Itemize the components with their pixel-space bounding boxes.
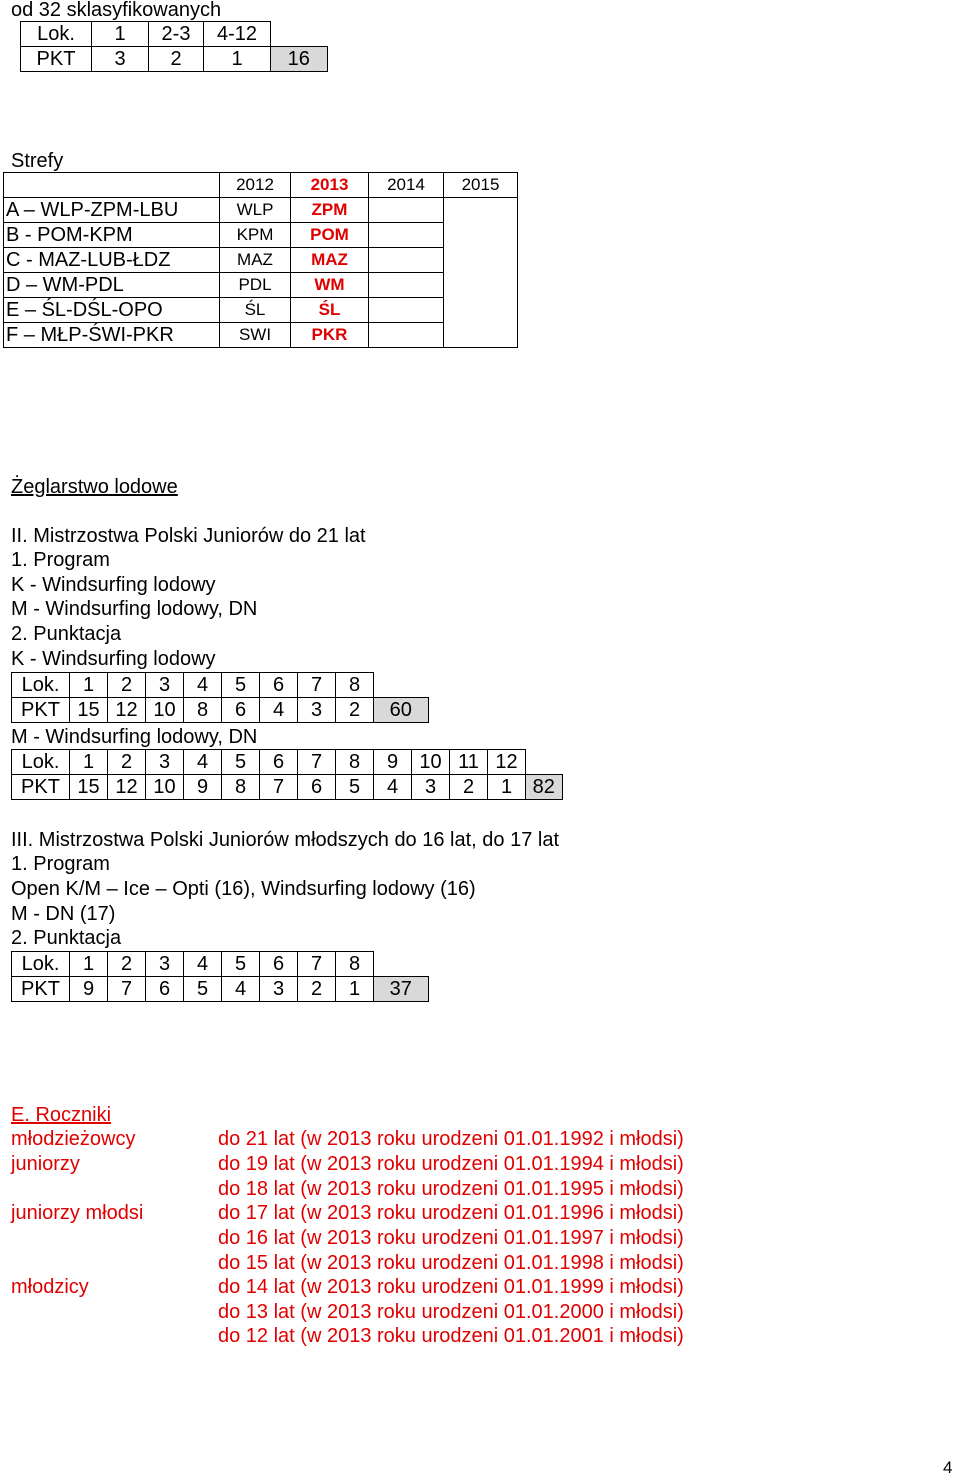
table-cell: 1 <box>70 673 108 698</box>
program-line: M - Windsurfing lodowy, DN <box>11 598 258 620</box>
table-cell: 4 <box>222 977 260 1002</box>
table-cell: PKT <box>12 977 70 1002</box>
age-group-text: do 12 lat (w 2013 roku urodzeni 01.01.2001 i młodsi) <box>218 1325 684 1347</box>
table-cell: 5 <box>222 673 260 698</box>
table-cell: 2 <box>336 698 374 723</box>
table-cell: 12 <box>488 750 526 775</box>
table-cell <box>444 273 518 298</box>
program-line: M - DN (17) <box>11 903 116 925</box>
table-cell: Lok. <box>21 22 92 47</box>
program-label: 1. Program <box>11 549 110 571</box>
table-cell <box>369 323 444 348</box>
table-row <box>21 22 328 47</box>
table-cell: 1 <box>488 775 526 800</box>
table-cell: 7 <box>108 977 146 1002</box>
table-cell: MAZ <box>220 248 291 273</box>
table-cell: 3 <box>146 673 184 698</box>
table-cell <box>369 248 444 273</box>
table-cell: 1 <box>70 750 108 775</box>
table-cell-total: 60 <box>374 698 429 723</box>
scoring-label: 2. Punktacja <box>11 623 122 645</box>
table-cell <box>4 173 220 198</box>
table-cell: 2 <box>298 977 336 1002</box>
table-cell: ŚL <box>291 298 369 323</box>
table-cell: 2 <box>149 47 204 72</box>
age-group-text: do 17 lat (w 2013 roku urodzeni 01.01.1996 i młodsi) <box>218 1202 684 1224</box>
table-cell: WLP <box>220 198 291 223</box>
table-cell <box>369 298 444 323</box>
table-row <box>4 173 518 198</box>
table-cell <box>526 750 563 775</box>
year-header: 2015 <box>444 173 518 198</box>
table-row <box>4 323 518 348</box>
table-cell <box>444 223 518 248</box>
table-cell: 9 <box>374 750 412 775</box>
age-group-text: do 16 lat (w 2013 roku urodzeni 01.01.1997 i młodsi) <box>218 1227 684 1249</box>
zone-label: D – WM-PDL <box>4 273 220 298</box>
program-label: 1. Program <box>11 853 110 875</box>
table-cell: 1 <box>70 952 108 977</box>
table-cell <box>444 298 518 323</box>
table-row <box>12 775 563 800</box>
table-cell: 2 <box>108 952 146 977</box>
table-cell: 2-3 <box>149 22 204 47</box>
scoring-table-k <box>11 672 429 723</box>
table-cell: 4 <box>260 698 298 723</box>
table-cell <box>369 223 444 248</box>
table-row <box>12 698 429 723</box>
table-cell <box>444 323 518 348</box>
table-cell <box>369 198 444 223</box>
table-cell: 6 <box>222 698 260 723</box>
age-group-text: do 21 lat (w 2013 roku urodzeni 01.01.1992 i młodsi) <box>218 1128 684 1150</box>
table-cell: 10 <box>146 775 184 800</box>
table-cell: 3 <box>146 952 184 977</box>
table-cell: POM <box>291 223 369 248</box>
zones-heading: Strefy <box>11 150 64 172</box>
table-cell: 11 <box>450 750 488 775</box>
table-cell: 5 <box>184 977 222 1002</box>
program-line: Open K/M – Ice – Opti (16), Windsurfing lodowy (16) <box>11 878 476 900</box>
table-cell: 8 <box>184 698 222 723</box>
table-cell: Lok. <box>12 952 70 977</box>
table-cell: 10 <box>412 750 450 775</box>
table-cell: 6 <box>260 673 298 698</box>
table-cell: 12 <box>108 775 146 800</box>
table-cell: 7 <box>298 750 336 775</box>
table-cell: 7 <box>298 673 336 698</box>
table-cell: SWI <box>220 323 291 348</box>
table-row <box>4 223 518 248</box>
table-cell: 3 <box>298 698 336 723</box>
table-cell: 3 <box>92 47 149 72</box>
table-cell: 6 <box>298 775 336 800</box>
year-header: 2014 <box>369 173 444 198</box>
table-cell: 6 <box>260 952 298 977</box>
table-cell <box>374 673 429 698</box>
table-cell: Lok. <box>12 750 70 775</box>
table-cell-total: 82 <box>526 775 563 800</box>
top-points-table <box>20 21 328 72</box>
table-cell: 8 <box>336 952 374 977</box>
table-cell: 3 <box>260 977 298 1002</box>
zones-table <box>3 172 518 348</box>
table-cell: 1 <box>92 22 149 47</box>
table-cell: 9 <box>184 775 222 800</box>
table-cell: 1 <box>204 47 271 72</box>
zone-label: B - POM-KPM <box>4 223 220 248</box>
table-row <box>4 273 518 298</box>
table-cell: WM <box>291 273 369 298</box>
zone-label: F – MŁP-ŚWI-PKR <box>4 323 220 348</box>
year-header: 2012 <box>220 173 291 198</box>
table-cell <box>444 248 518 273</box>
table-cell-total: 16 <box>271 47 328 72</box>
table-row <box>12 952 429 977</box>
age-group-text: do 15 lat (w 2013 roku urodzeni 01.01.1998 i młodsi) <box>218 1252 684 1274</box>
table-cell <box>369 273 444 298</box>
category-label: M - Windsurfing lodowy, DN <box>11 726 258 748</box>
table-cell: PDL <box>220 273 291 298</box>
table-cell: 4 <box>184 952 222 977</box>
table-cell <box>374 952 429 977</box>
table-cell: 4 <box>374 775 412 800</box>
table-cell: 1 <box>336 977 374 1002</box>
table-cell: 8 <box>222 775 260 800</box>
table-row <box>12 673 429 698</box>
table-row <box>4 198 518 223</box>
age-group-text: do 14 lat (w 2013 roku urodzeni 01.01.1999 i młodsi) <box>218 1276 684 1298</box>
zone-label: C - MAZ-LUB-ŁDZ <box>4 248 220 273</box>
table-cell: 6 <box>146 977 184 1002</box>
table-cell: PKR <box>291 323 369 348</box>
program-line: K - Windsurfing lodowy <box>11 574 216 596</box>
age-group-text: do 18 lat (w 2013 roku urodzeni 01.01.1995 i młodsi) <box>218 1178 684 1200</box>
table-cell: 15 <box>70 698 108 723</box>
table-cell: 4-12 <box>204 22 271 47</box>
table-cell: ŚL <box>220 298 291 323</box>
intro-line: od 32 sklasyfikowanych <box>11 0 222 21</box>
table-cell: 5 <box>336 775 374 800</box>
table-cell: PKT <box>12 698 70 723</box>
section-title: Żeglarstwo lodowe <box>11 476 178 498</box>
scoring-label: 2. Punktacja <box>11 927 122 949</box>
zone-label: E – ŚL-DŚL-OPO <box>4 298 220 323</box>
table-cell: 4 <box>184 750 222 775</box>
table-cell: 15 <box>70 775 108 800</box>
age-group-text: do 13 lat (w 2013 roku urodzeni 01.01.2000 i młodsi) <box>218 1301 684 1323</box>
table-cell: 9 <box>70 977 108 1002</box>
table-cell: ZPM <box>291 198 369 223</box>
table-cell: 5 <box>222 750 260 775</box>
table-cell: MAZ <box>291 248 369 273</box>
table-cell: PKT <box>12 775 70 800</box>
table-cell: KPM <box>220 223 291 248</box>
table-cell: 3 <box>146 750 184 775</box>
table-cell: 2 <box>108 750 146 775</box>
table-row <box>4 248 518 273</box>
age-group-label: juniorzy młodsi <box>11 1202 144 1224</box>
subsection-heading: III. Mistrzostwa Polski Juniorów młodszych do 16 lat, do 17 lat <box>11 829 560 851</box>
age-group-label: młodzicy <box>11 1276 89 1298</box>
table-cell <box>444 198 518 223</box>
year-header: 2013 <box>291 173 369 198</box>
table-cell: 8 <box>336 750 374 775</box>
table-row <box>4 298 518 323</box>
age-group-label: młodzieżowcy <box>11 1128 136 1150</box>
table-cell: 2 <box>450 775 488 800</box>
zone-label: A – WLP-ZPM-LBU <box>4 198 220 223</box>
table-cell: Lok. <box>12 673 70 698</box>
table-cell: PKT <box>21 47 92 72</box>
scoring-table-iii <box>11 951 429 1002</box>
table-cell: 2 <box>108 673 146 698</box>
age-group-text: do 19 lat (w 2013 roku urodzeni 01.01.1994 i młodsi) <box>218 1153 684 1175</box>
table-cell: 4 <box>184 673 222 698</box>
table-row <box>12 750 563 775</box>
table-cell: 7 <box>298 952 336 977</box>
table-cell: 7 <box>260 775 298 800</box>
table-cell: 8 <box>336 673 374 698</box>
table-cell: 3 <box>412 775 450 800</box>
years-heading: E. Roczniki <box>11 1104 112 1126</box>
table-cell-total: 37 <box>374 977 429 1002</box>
age-group-label: juniorzy <box>11 1153 80 1175</box>
table-cell: 10 <box>146 698 184 723</box>
table-cell: 6 <box>260 750 298 775</box>
table-row <box>12 977 429 1002</box>
table-row <box>21 47 328 72</box>
scoring-table-m <box>11 749 563 800</box>
table-cell: 5 <box>222 952 260 977</box>
page-number: 4 <box>943 1458 953 1477</box>
category-label: K - Windsurfing lodowy <box>11 648 216 670</box>
subsection-heading: II. Mistrzostwa Polski Juniorów do 21 lat <box>11 525 366 547</box>
table-cell: 12 <box>108 698 146 723</box>
table-cell <box>271 22 328 47</box>
